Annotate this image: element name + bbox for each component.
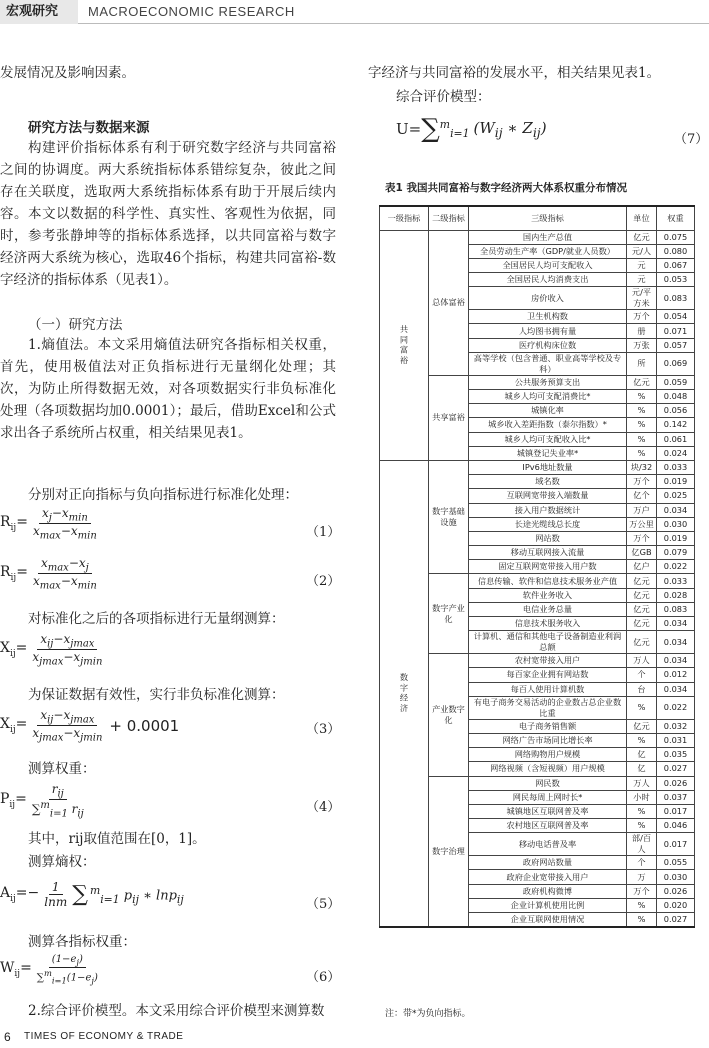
paragraph-comprehensive-model: 2.综合评价模型。本文采用综合评价模型来测算数 (28, 1003, 325, 1019)
unit-cell: 亿元 (627, 617, 657, 631)
paragraph-entropy: 测算熵权： (28, 854, 96, 870)
unit-cell: % (627, 804, 657, 818)
indicator-cell: 电信业务总量 (469, 602, 627, 616)
equation-6-label: （6） (306, 970, 341, 985)
weight-cell: 0.025 (657, 489, 695, 503)
weight-cell: 0.033 (657, 574, 695, 588)
weight-cell: 0.055 (657, 856, 695, 870)
indicator-cell: 域名数 (469, 475, 627, 489)
paragraph-model-label: 综合评价模型： (396, 89, 491, 105)
unit-cell: 元/人 (627, 244, 657, 258)
weight-cell: 0.035 (657, 748, 695, 762)
weight-cell: 0.026 (657, 776, 695, 790)
unit-cell: 万个 (627, 884, 657, 898)
equation-7: U= ∑ $^m_{i=1}$ ($W_{ij}$ ∗ $Z_{ij}$) (396, 114, 547, 144)
indicator-cell: 信息传输、软件和信息技术服务业产值 (469, 574, 627, 588)
equation-2: $R_{ij}=$ $\frac{x_{max}-x_j}{x_{max}-x_{min}}$ (0, 556, 97, 592)
section-label-english: MACROECONOMIC RESEARCH (78, 0, 709, 24)
indicator-cell: 长途光缆线总长度 (469, 517, 627, 531)
weight-cell: 0.012 (657, 668, 695, 682)
paragraph-dimensionless: 对标准化之后的各项指标进行无量纲测算： (28, 611, 285, 627)
unit-cell: % (627, 446, 657, 460)
equation-4-label: （4） (306, 800, 341, 815)
unit-cell: 元 (627, 258, 657, 272)
weight-cell: 0.027 (657, 762, 695, 776)
weight-cell: 0.019 (657, 531, 695, 545)
weight-cell: 0.017 (657, 804, 695, 818)
paragraph-intro-end: 发展情况及影响因素。 (0, 65, 135, 81)
unit-cell: 万公里 (627, 517, 657, 531)
equation-dimensionless: $X_{ij}=$ $\frac{x_{ij}-x_{jmax}}{x_{jmax}-x_{jmin}}$ (0, 632, 103, 668)
indicator-cell: 城乡人均可支配收入比* (469, 432, 627, 446)
page-number: 6 (4, 1030, 11, 1044)
weight-cell: 0.069 (657, 352, 695, 375)
indicator-cell: 城镇化率 (469, 404, 627, 418)
weight-table (379, 205, 695, 928)
indicator-cell: 企业互联网使用情况 (469, 913, 627, 927)
unit-cell: 部/百人 (627, 833, 657, 856)
indicator-cell: 政府机构微博 (469, 884, 627, 898)
equation-3: $X_{ij}=$ $\frac{x_{ij}-x_{jmax}}{x_{jmax}-x_{jmin}}$ + 0.0001 (0, 708, 180, 744)
indicator-cell: 医疗机构床位数 (469, 338, 627, 352)
unit-cell: 亿元 (627, 588, 657, 602)
table-row (380, 460, 695, 474)
indicator-cell: 固定互联网宽带接入用户数 (469, 560, 627, 574)
indicator-cell: 计算机、通信和其他电子设备制造业利润总额 (469, 631, 627, 654)
unit-cell: % (627, 913, 657, 927)
level2-cell: 产业数字化 (429, 654, 469, 776)
level2-cell: 共享富裕 (429, 375, 469, 460)
weight-cell: 0.032 (657, 719, 695, 733)
weight-cell: 0.075 (657, 230, 695, 244)
weight-cell: 0.019 (657, 475, 695, 489)
weight-cell: 0.030 (657, 870, 695, 884)
unit-cell: % (627, 696, 657, 719)
weight-cell: 0.022 (657, 696, 695, 719)
indicator-cell: 有电子商务交易活动的企业数占总企业数比重 (469, 696, 627, 719)
paragraph-weight: 测算权重： (28, 761, 96, 777)
unit-cell: 所 (627, 352, 657, 375)
header-level2: 二级指标 (429, 206, 469, 230)
indicator-cell: 公共服务预算支出 (469, 375, 627, 389)
unit-cell: % (627, 733, 657, 747)
indicator-cell: 人均图书拥有量 (469, 324, 627, 338)
unit-cell: 亿元 (627, 602, 657, 616)
weight-cell: 0.056 (657, 404, 695, 418)
equation-6: $W_{ij}=$ $\frac{(1-e_j)}{\sum^m_{i=1}(1-e_j)}$ (0, 954, 98, 986)
unit-cell: 亿个 (627, 489, 657, 503)
paragraph-entropy-method: 1.熵值法。本文采用熵值法研究各指标相关权重，首先，使用极值法对正负指标进行无量纲化处理；其次，为防止所得数据无效，对各项数据实行非负标准化处理（各项数据均加0.0001）；最后，借助Excel和公式求出各子系统所占权重，相关结果见表1。 (0, 337, 336, 441)
weight-cell: 0.037 (657, 790, 695, 804)
unit-cell: 小时 (627, 790, 657, 804)
paragraph-indicator-weight: 测算各指标权重： (28, 934, 136, 950)
indicator-cell: 农村地区互联网普及率 (469, 819, 627, 833)
equation-1: $R_{ij}=$ $\frac{x_j-x_{min}}{x_{max}-x_{min}}$ (0, 506, 97, 542)
weight-cell: 0.033 (657, 460, 695, 474)
indicator-cell: 互联网宽带接入端数量 (469, 489, 627, 503)
subsection-title: （一）研究方法 (28, 317, 123, 333)
unit-cell: 元 (627, 273, 657, 287)
weight-cell: 0.061 (657, 432, 695, 446)
unit-cell: 亿GB (627, 546, 657, 560)
indicator-cell: 全国居民人均可支配收入 (469, 258, 627, 272)
weight-cell: 0.034 (657, 503, 695, 517)
indicator-cell: 全国居民人均消费支出 (469, 273, 627, 287)
unit-cell: 亿元 (627, 230, 657, 244)
weight-cell: 0.054 (657, 310, 695, 324)
header-weight: 权重 (657, 206, 695, 230)
indicator-cell: 网络购物用户规模 (469, 748, 627, 762)
unit-cell: 元/平方米 (627, 287, 657, 310)
equation-4: $P_{ij}=$ $\frac{r_{ij}}{\sum^m_{i=1} r_{ij}}$ (0, 782, 84, 820)
indicator-cell: 城镇地区互联网普及率 (469, 804, 627, 818)
weight-cell: 0.026 (657, 884, 695, 898)
level2-cell: 数字基础设施 (429, 460, 469, 574)
weight-cell: 0.067 (657, 258, 695, 272)
weight-cell: 0.031 (657, 733, 695, 747)
weight-cell: 0.028 (657, 588, 695, 602)
unit-cell: 万人 (627, 654, 657, 668)
indicator-cell: 每百人使用计算机数 (469, 682, 627, 696)
table-title: 表1 我国共同富裕与数字经济两大体系权重分布情况 (385, 182, 627, 194)
weight-cell: 0.083 (657, 602, 695, 616)
level1-cell: 共同富裕 (380, 230, 429, 460)
unit-cell: 块/32 (627, 460, 657, 474)
indicator-cell: 软件业务收入 (469, 588, 627, 602)
level2-cell: 数字治理 (429, 776, 469, 927)
weight-cell: 0.017 (657, 833, 695, 856)
equation-3-label: （3） (306, 722, 341, 737)
unit-cell: % (627, 418, 657, 432)
weight-cell: 0.048 (657, 390, 695, 404)
unit-cell: 册 (627, 324, 657, 338)
unit-cell: % (627, 390, 657, 404)
page-header (0, 0, 709, 24)
unit-cell: 亿 (627, 748, 657, 762)
indicator-cell: 网站数 (469, 531, 627, 545)
section-title: 研究方法与数据来源 (28, 120, 150, 136)
weight-cell: 0.022 (657, 560, 695, 574)
indicator-cell: 企业计算机使用比例 (469, 898, 627, 912)
unit-cell: 亿元 (627, 574, 657, 588)
header-level3: 三级指标 (469, 206, 627, 230)
indicator-cell: 城乡人均可支配消费比* (469, 390, 627, 404)
indicator-cell: 每百家企业拥有网站数 (469, 668, 627, 682)
weight-cell: 0.034 (657, 617, 695, 631)
level1-cell: 数字经济 (380, 460, 429, 926)
indicator-cell: 电子商务销售额 (469, 719, 627, 733)
unit-cell: 亿元 (627, 631, 657, 654)
unit-cell: 万个 (627, 475, 657, 489)
unit-cell: 台 (627, 682, 657, 696)
weight-cell: 0.080 (657, 244, 695, 258)
indicator-cell: 政府网站数量 (469, 856, 627, 870)
table-header-row (380, 206, 695, 230)
indicator-cell: 网民数 (469, 776, 627, 790)
weight-cell: 0.020 (657, 898, 695, 912)
unit-cell: % (627, 898, 657, 912)
equation-2-label: （2） (306, 574, 341, 589)
unit-cell: 万 (627, 870, 657, 884)
unit-cell: % (627, 404, 657, 418)
indicator-cell: 网民每周上网时长* (469, 790, 627, 804)
header-unit: 单位 (627, 206, 657, 230)
table-row (380, 230, 695, 244)
indicator-cell: 移动互联网接入流量 (469, 546, 627, 560)
header-level1: 一级指标 (380, 206, 429, 230)
weight-cell: 0.059 (657, 375, 695, 389)
indicator-cell: 农村宽带接入用户 (469, 654, 627, 668)
level2-cell: 总体富裕 (429, 230, 469, 375)
weight-cell: 0.024 (657, 446, 695, 460)
weight-cell: 0.034 (657, 631, 695, 654)
level2-cell: 数字产业化 (429, 574, 469, 654)
unit-cell: 亿户 (627, 560, 657, 574)
weight-cell: 0.030 (657, 517, 695, 531)
equation-1-label: （1） (306, 525, 341, 540)
weight-cell: 0.046 (657, 819, 695, 833)
weight-cell: 0.079 (657, 546, 695, 560)
paragraph-indicator-system: 构建评价指标体系有利于研究数字经济与共同富裕之间的协调度。两大系统指标体系错综复杂，彼此之间存在关联度，选取两大系统指标体系有助于开展后续内容。本文以数据的科学性、真实性、客观性为依据，同时，参考张静坤等的指标体系选择，以共同富裕与数字经济两大系统为核心，选取46个指标，构建共同富裕-数字经济的指标体系（见表1）。 (0, 140, 336, 288)
unit-cell: 万个 (627, 310, 657, 324)
weight-cell: 0.034 (657, 682, 695, 696)
section-label: 宏观研究 (0, 0, 78, 24)
weight-cell: 0.057 (657, 338, 695, 352)
table-note: 注：带*为负向指标。 (385, 1009, 471, 1019)
indicator-cell: 城镇登记失业率* (469, 446, 627, 460)
paragraph-standardize: 分别对正向指标与负向指标进行标准化处理： (28, 487, 298, 503)
weight-cell: 0.053 (657, 273, 695, 287)
paragraph-nonnegative: 为保证数据有效性，实行非负标准化测算： (28, 687, 285, 703)
equation-5-label: （5） (306, 897, 341, 912)
unit-cell: 个 (627, 668, 657, 682)
equation-5: $A_{ij}=-$ $\frac{1}{\ln m}$ ∑ $^m_{i=1}$ $p_{ij}$ ∗ lnp$_{ij}$ (0, 880, 184, 909)
equation-7-label: （7） (674, 132, 709, 147)
weight-cell: 0.027 (657, 913, 695, 927)
indicator-cell: IPv6地址数量 (469, 460, 627, 474)
indicator-cell: 房价收入 (469, 287, 627, 310)
indicator-cell: 卫生机构数 (469, 310, 627, 324)
unit-cell: 万个 (627, 531, 657, 545)
unit-cell: % (627, 819, 657, 833)
indicator-cell: 全员劳动生产率（GDP/就业人员数） (469, 244, 627, 258)
unit-cell: % (627, 432, 657, 446)
indicator-cell: 网络视频（含短视频）用户规模 (469, 762, 627, 776)
unit-cell: 亿元 (627, 719, 657, 733)
indicator-cell: 政府企业宽带接入用户 (469, 870, 627, 884)
weight-cell: 0.083 (657, 287, 695, 310)
unit-cell: 万户 (627, 503, 657, 517)
unit-cell: 亿元 (627, 375, 657, 389)
unit-cell: 亿 (627, 762, 657, 776)
journal-title: TIMES OF ECONOMY & TRADE (24, 1031, 184, 1042)
indicator-cell: 国内生产总值 (469, 230, 627, 244)
weight-cell: 0.142 (657, 418, 695, 432)
paragraph-rij-range: 其中，rij取值范围在[0，1]。 (28, 831, 206, 847)
indicator-cell: 网络广告市场同比增长率 (469, 733, 627, 747)
unit-cell: 万张 (627, 338, 657, 352)
paragraph-continuation: 字经济与共同富裕的发展水平，相关结果见表1。 (368, 65, 661, 81)
unit-cell: 万人 (627, 776, 657, 790)
indicator-cell: 移动电话普及率 (469, 833, 627, 856)
weight-cell: 0.071 (657, 324, 695, 338)
indicator-cell: 城乡收入差距指数（泰尔指数）* (469, 418, 627, 432)
unit-cell: 个 (627, 856, 657, 870)
indicator-cell: 信息技术服务收入 (469, 617, 627, 631)
indicator-cell: 接入用户数据统计 (469, 503, 627, 517)
weight-cell: 0.034 (657, 654, 695, 668)
indicator-cell: 高等学校（包含普通、职业高等学校及专科） (469, 352, 627, 375)
